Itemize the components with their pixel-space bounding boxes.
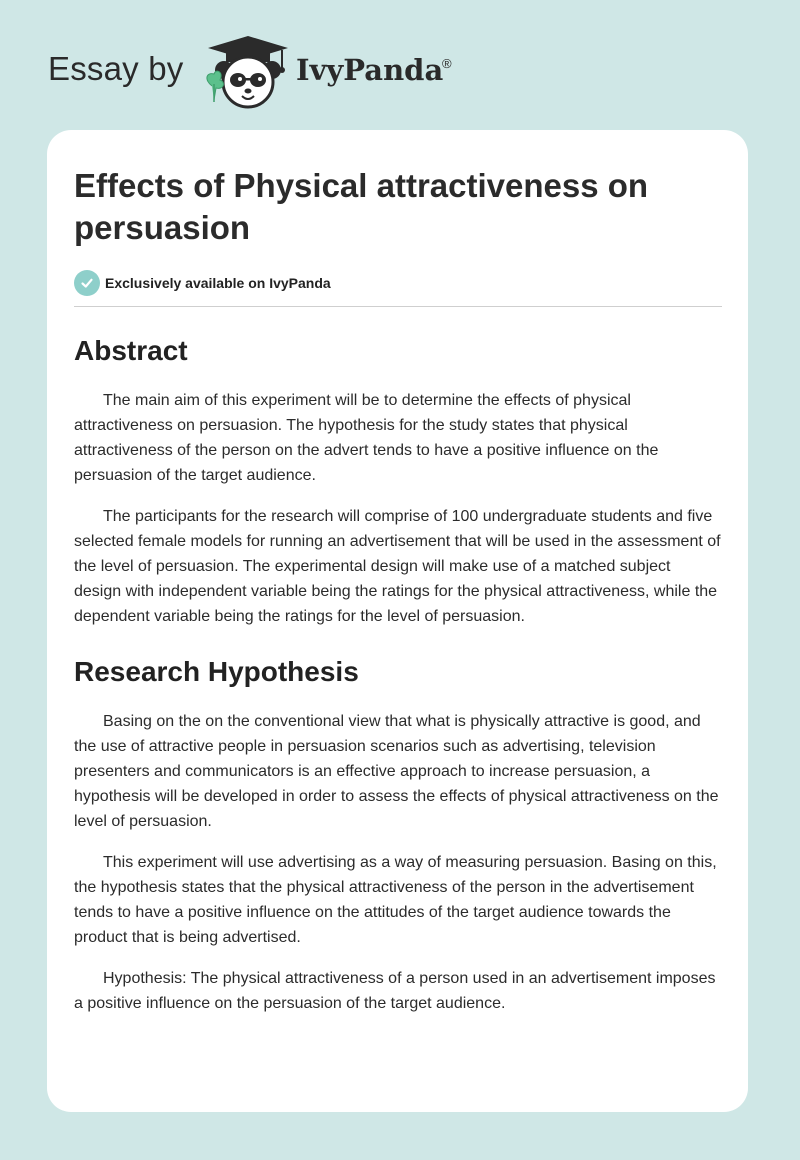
paragraph: Hypothesis: The physical attractiveness of a person used in an advertisement imposes a positive influence on the persuasion of the target audience. <box>74 970 716 1012</box>
research-hypothesis-section <box>74 655 722 1016</box>
title-divider <box>74 306 722 307</box>
abstract-section <box>74 334 722 629</box>
paragraph: The main aim of this experiment will be to determine the effects of physical attractiveness on persuasion. The hypothesis for the study states that physical attractiveness of the person on the advert tends to have a positive influence on the persuasion of the target audience. <box>74 392 659 484</box>
registered-mark: ® <box>442 56 452 71</box>
brand-name[interactable]: IvyPanda <box>296 53 444 87</box>
section-heading-research-hypothesis: Research Hypothesis <box>74 656 359 687</box>
panda-graduate-logo-icon[interactable] <box>202 34 294 110</box>
essay-card <box>47 130 748 1112</box>
badge-label: Exclusively available on IvyPanda <box>105 275 331 291</box>
essay-title: Effects of Physical attractiveness on persuasion <box>74 167 649 246</box>
check-circle-icon <box>74 270 100 296</box>
ivy-leaf-icon <box>207 71 224 102</box>
section-heading-abstract: Abstract <box>74 335 188 366</box>
paragraph: Basing on the on the conventional view that what is physically attractive is good, and the use of attractive people in persuasion scenarios such as advertising, television presenters and communicators is an effective approach to increase persuasion, a hypothesis will be developed in order to assess the effects of physical attractiveness on the level of persuasion. <box>74 713 719 830</box>
paragraph: The participants for the research will comprise of 100 undergraduate students and five selected female models for running an advertisement that will be used in the assessment of the level of persuasion. The experimental design will make use of a matched subject design with independent variable being the ratings for the physical attractiveness, while the dependent variable being the ratings for the level of persuasion. <box>74 508 721 625</box>
exclusive-badge <box>74 270 722 296</box>
essay-by-label: Essay by <box>48 50 184 87</box>
paragraph: This experiment will use advertising as a way of measuring persuasion. Basing on this, the hypothesis states that the physical attractiveness of the person in the advertisement tends to have a positive influence on the attitudes of the target audience towards the product that is being advertised. <box>74 854 717 946</box>
site-header <box>48 34 478 114</box>
